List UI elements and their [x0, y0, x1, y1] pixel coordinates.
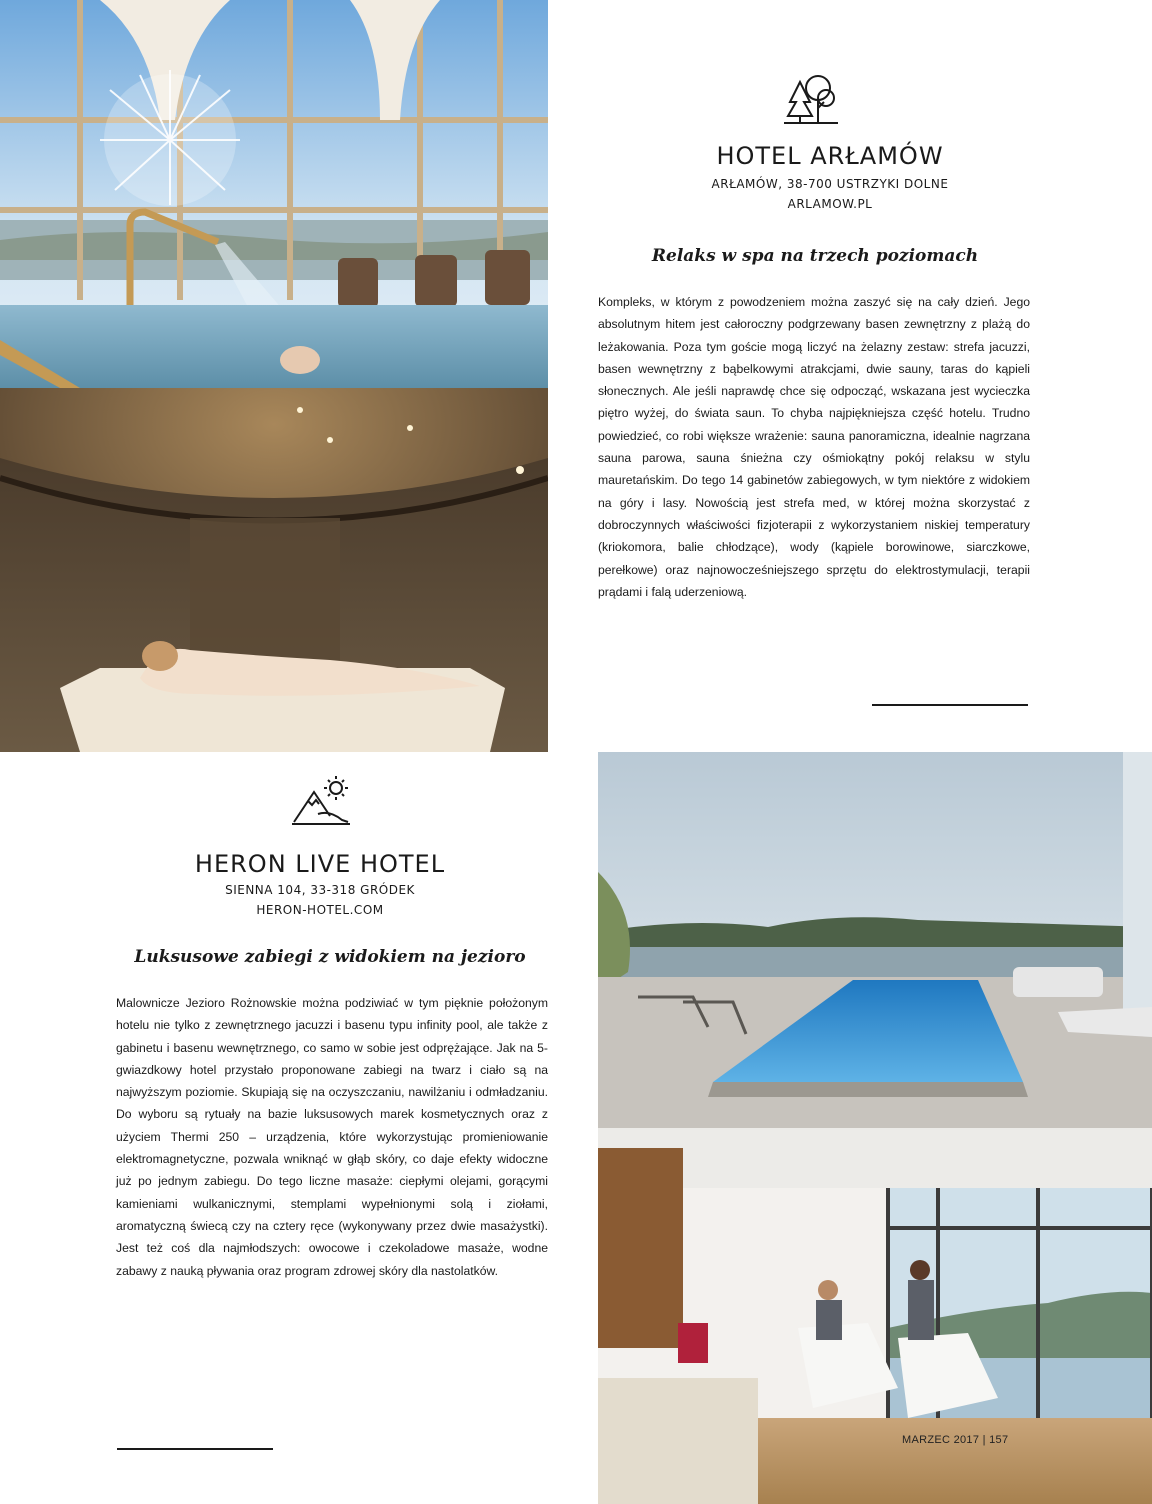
hotel2-website[interactable]: HERON-HOTEL.COM — [256, 903, 384, 917]
photo-relax-room — [0, 388, 548, 752]
hotel1-address: ARŁAMÓW, 38-700 USTRZYKI DOLNE — [711, 177, 949, 191]
hotel1-website[interactable]: ARLAMOW.PL — [787, 197, 873, 211]
hotel1-body: Kompleks, w którym z powodzeniem można zaszyć się na cały dzień. Jego absolutnym hitem jest całoroczny podgrzewany basen zewnętrzny z plażą do leżakowania. Poza tym goście mogą liczyć na żelazny zestaw: strefa jacuzzi, basen wewnętrzny z bąbelkowymi atrakcjami, dwie sauny, taras do kąpieli słonecznych. Ale jeśli naprawdę chce się odpocząć, wskazana jest wycieczka piętro wyżej, do świata saun. To chyba najpiękniejsza część hotelu. Trudno powiedzieć, co robi większe wrażenie: sauna panoramiczna, idealnie nagrzana sauna parowa, sauna śnieżna czy ośmiokątny pokój relaksu w stylu mauretańskim. Do tego 14 gabinetów zabiegowych, w tym niektóre z widokiem na góry i lasy. Nowością jest strefa med, w której można skorzystać z dobroczynnych właściwości fizjoterapii z wykorzystaniem niskiej temperatury (kriokomora, balie chłodzące), wody (kąpiele borowinowe, siarczkowe, perełkowe) oraz najnowocześniejszego sprzętu do elektrostymulacji, terapii prądami i falą uderzeniową. — [598, 295, 1030, 599]
mountain-sun-icon — [290, 774, 352, 830]
trees-icon — [782, 68, 840, 128]
photo-treatment-room — [598, 1128, 1152, 1504]
hotel1-end-rule — [872, 704, 1028, 706]
hotel1-name: HOTEL ARŁAMÓW — [716, 142, 944, 170]
hotel2-subheading: Luksusowe zabiegi z widokiem na jezioro — [134, 947, 526, 967]
hotel1-subheading: Relaks w spa na trzech poziomach — [651, 246, 979, 266]
hotel2-address: SIENNA 104, 33-318 GRÓDEK — [225, 883, 415, 897]
hotel2-end-rule — [117, 1448, 273, 1450]
hotel2-body: Malownicze Jezioro Rożnowskie można podziwiać w tym pięknie położonym hotelu nie tylko z zewnętrznego jacuzzi i basenu typu infinity pool, ale także z gabinetu i basenu wewnętrznego, co samo w sobie jest odprężające. Jak na 5-gwiazdkowy hotel przystało proponowane zabiegi na twarz i ciało są na najwyższym poziomie. Skupiają się na oczyszczaniu, nawilżaniu i odmładzaniu. Do wyboru są rytuały na bazie luksusowych marek kosmetycznych oraz z użyciem Thermi 250 – urządzenia, które wykorzystując promieniowanie elektromagnetyczne, pozwala wniknąć w głąb skóry, co daje efekty widoczne już po jednym zabiegu. Do tego liczne masaże: ciepłymi olejami, gorącymi kamieniami wulkanicznymi, stemplami wypełnionymi solą i ziołami, aromatyczną świecą czy na cztery ręce (wykonywany przez dwie masażystki). Jest też coś dla najmłodszych: owocowe i czekoladowe masaże, wodne zabawy z nauką pływania oraz program zdrowej skóry dla nastolatków. — [116, 996, 548, 1278]
photo-infinity-pool — [598, 752, 1152, 1128]
page-folio: MARZEC 2017 | 157 — [902, 1434, 1009, 1446]
photo-indoor-pool — [0, 0, 548, 388]
hotel2-name: HERON LIVE HOTEL — [194, 850, 446, 878]
